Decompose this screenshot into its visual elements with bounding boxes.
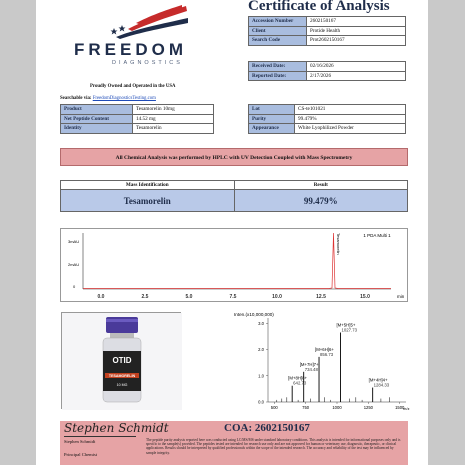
x-tick-label: 5.0 [185,294,193,300]
ms-x-tick-label: 1000 [332,405,342,410]
x-tick-label: 10.0 [272,294,282,300]
signature-line [64,436,136,437]
y-tick-label: 2mAU [68,262,80,267]
table-row [249,114,406,124]
accession-value: 2602150167 [307,17,406,27]
table-row [61,181,408,190]
x-tick-label: 12.5 [316,294,326,300]
identity-result: Tesamorelin [61,190,235,212]
result-header: Result [234,181,408,190]
coa-page [36,0,428,465]
hplc-chromatogram [60,228,408,302]
table-row [249,36,406,46]
mass-spectrum-chart [224,310,410,412]
lot-table [248,104,406,134]
table-row [61,124,214,134]
appearance-key: Appearance [249,124,295,134]
logo-subtitle: DIAGNOSTICS [112,60,183,66]
page-title: Certificate of Analysis [248,0,390,14]
signature-band [60,421,408,465]
ms-peak-mz: 856.73 [320,351,334,357]
ms-y-tick-label: 2.0 [258,347,264,352]
product-key: Product [61,105,133,115]
chart-title: Inten.(x10,000,000) [234,312,274,317]
table-row [249,17,406,27]
purity-key: Purity [249,114,295,124]
vial-product: TESAMORELIN [108,374,136,378]
lot-key: Lot [249,105,295,115]
search-code-key: Search Code [249,36,307,46]
table-row [249,124,406,134]
x-tick-label: 0.0 [97,294,105,300]
table-row [61,114,214,124]
peak-label: Tesamorelin [336,233,341,255]
reported-key: Reported Date: [249,71,307,81]
ms-peak-label: [M+7H]7+ [299,361,319,367]
ms-x-label: m/z [403,406,410,411]
searchable-label: Searchable via: [60,96,92,101]
table-row [249,26,406,36]
ms-y-tick-label: 3.0 [258,320,264,326]
lot-value: CS-te101021 [295,105,406,115]
purity-value: 99.479% [295,114,406,124]
vial-brand: OTID [112,356,132,365]
received-key: Received Date: [249,62,307,72]
product-value: Tesamorelin 10mg [133,105,214,115]
ms-peak-mz: 1284.33 [373,382,390,388]
method-banner: All Chemical Analysis was performed by HPLC with UV Detection Coupled with Mass Spectrometry [60,148,408,166]
x-unit-label: min [397,294,405,299]
x-tick-label: 7.5 [229,294,237,300]
coa-number: COA: 2602150167 [224,422,310,434]
mass-id-header: Mass Identification [61,181,235,190]
ms-x-tick-label: 1250 [363,405,374,410]
accession-key: Accession Number [249,17,307,27]
results-table [60,180,408,212]
net-peptide-key: Net Peptide Content [61,114,133,124]
vial-dose: 10 MG [116,383,128,387]
ms-peak-label: [M+5H]5+ [336,322,356,328]
ms-peak-mz: 734.48 [304,366,318,372]
ms-peak-mz: 1027.73 [341,327,358,333]
net-peptide-value: 14.52 mg [133,114,214,124]
identity-key: Identity [61,124,133,134]
accession-table [248,16,406,46]
x-tick-label: 2.5 [141,294,149,300]
table-row [249,62,406,72]
ms-peak-mz: 642.73 [293,380,307,386]
purity-result: 99.479% [234,190,408,212]
identity-value: Tesamorelin [133,124,214,134]
client-value: Protide Health [307,26,406,36]
client-key: Client [249,26,307,36]
ms-peak-label: [M+6H]6+ [315,346,334,352]
table-row [249,105,406,115]
signer-name: Stephen Schmidt [64,439,96,444]
ms-y-tick-label: 1.0 [258,373,264,379]
reported-value: 2/17/2026 [307,71,406,81]
signer-role: Principal Chemist [64,452,98,457]
received-value: 02/16/2026 [307,62,406,72]
product-table [60,104,214,134]
disclaimer-text: The peptide purity analysis reported here was conducted using LC/MS/MS under standard laboratory conditions. This analysis is intended for informational purposes only and is specific to the sample(s) provided. The peptides tested are intended for research use only and are not approved for human or veterinary use, diagnostic, therapeutic, or clinical applications. Results should be interpreted by qualified professionals within the scope of the intended research. The accuracy and reliability of the test may be influenced by sample integrity. [146,438,401,455]
table-row [249,71,406,81]
ms-x-tick-label: 1500 [395,405,405,410]
eagle-flag-logo-icon [108,4,192,40]
searchable-line [60,96,156,101]
product-vial-photo [61,312,181,409]
y-tick-label: 3mAU [68,239,80,244]
ms-x-tick-label: 750 [302,405,310,410]
table-row [61,190,408,212]
ms-y-tick-label: 0.0 [258,399,264,405]
x-tick-label: 15.0 [360,294,370,300]
y-tick-label: 0 [73,284,76,289]
appearance-value: White Lyophilized Powder [295,124,406,134]
website-link[interactable]: FreedomDiagnosticsTesting.com [92,96,156,101]
dates-table [248,61,406,81]
ms-peak-label: [M+4H]4+ [368,377,388,383]
signature-script: Stephen Schmidt [64,421,169,435]
search-code-value: Prot2602150167 [307,36,406,46]
ms-peak-label: [M+8H]8+ [288,375,308,381]
chromatogram-trace [83,233,391,289]
owned-tagline: Proudly Owned and Operated in the USA [90,84,176,89]
logo-wordmark: FREEDOM [74,40,187,59]
ms-x-tick-label: 500 [270,405,278,410]
table-row [61,105,214,115]
chromatogram-legend: 1 PDA Multi 1 [363,233,391,238]
